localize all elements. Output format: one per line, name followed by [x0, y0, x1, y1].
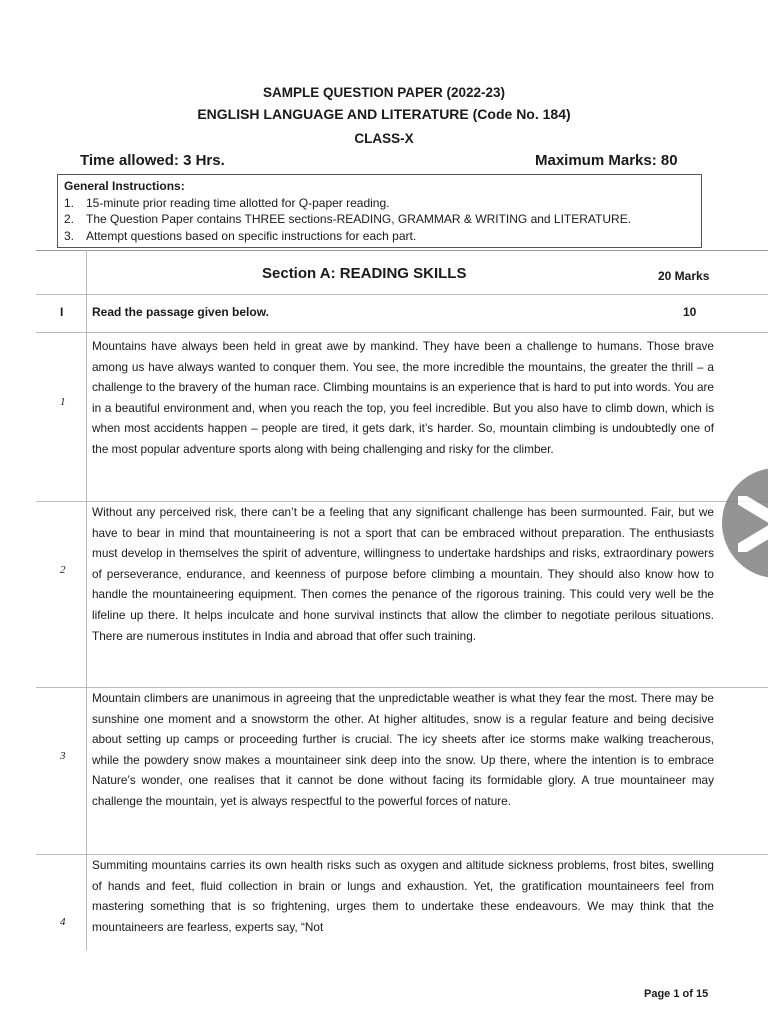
instruction-item — [64, 228, 695, 245]
instruction-text: Attempt questions based on specific instructions for each part. — [86, 228, 417, 243]
paragraph-3: Mountain climbers are unanimous in agreeing that the unpredictable weather is what they fear the most. There may be sunshine one moment and a snowstorm the other. At higher altitudes, snow is a regular feature and being decisive about setting up camps or proceeding further is crucial. The icy sheets after ice storms make walking treacherous, while the powdery snow makes a mountaineer sink deep into the snow. Up there, where the intention is to embrace Nature’s wonder, one realises that it cannot be done without facing its formidable glory. A true mountaineer may challenge the mountain, yet is always respectful to the powerful forces of nature. — [92, 691, 714, 808]
paragraph-1: Mountains have always been held in great awe by mankind. They have been a challenge to humans. Those brave among us have always wanted to conquer them. You see, the more incredible the mountains, the greater the thrill – a challenge to the bravery of the human race. Climbing mountains is an experience that is hard to put into words. You are in a beautiful environment and, when you reach the top, you feel incredible. But you also have to climb down, which is when most accidents happen – people are tired, it gets dark, it’s harder. So, mountain climbing is undoubtedly one of the most popular adventure sports along with being challenging and risky for the climber. — [92, 339, 714, 456]
paragraph-number: 4 — [60, 916, 66, 928]
instructions-title: General Instructions: — [64, 179, 185, 193]
section-marks: 20 Marks — [658, 269, 710, 283]
close-icon — [738, 496, 768, 552]
instruction-item — [64, 211, 695, 228]
paragraph-2: Without any perceived risk, there can’t be a feeling that any significant challenge has been surmounted. Fair, but we have to bear in mind that mountaineering is not a sport that can be embraced without preparation. The enthusiasts must develop in themselves the spirit of adventure, willingness to undertake hardships and risks, extraordinary powers of perseverance, endurance, and keenness of purpose before climbing a mountain. They should also know how to handle the mountaineering equipment. Then comes the penance of the rigorous training. This could very well be the lifeline up there. It helps inculcate and hone survival instincts that allow the climber to negotiate perilous situations. There are numerous institutes in India and abroad that offer such training. — [92, 505, 714, 643]
class-title: CLASS-X — [354, 131, 414, 146]
table-divider — [86, 250, 87, 950]
instruction-text: The Question Paper contains THREE sections-READING, GRAMMAR & WRITING and LITERATURE. — [86, 212, 632, 226]
question-number: I — [60, 305, 64, 319]
subject-title: ENGLISH LANGUAGE AND LITERATURE (Code No. 184) — [197, 106, 571, 122]
instruction-number: 2. — [64, 212, 75, 226]
paragraph-number: 1 — [60, 396, 66, 408]
paragraph-4: Summiting mountains carries its own health risks such as oxygen and altitude sickness problems, frost bites, swelling of hands and feet, fluid collection in brain or lungs and exhaustion. Yet, the gratification mountaineers feel from mastering something that is so frightening, urges them to undertake these endeavours. We may think that the mountaineers are fearless, experts say, “Not — [92, 858, 714, 934]
table-divider — [36, 501, 768, 502]
paragraph-number: 3 — [60, 750, 66, 762]
instruction-text: 15-minute prior reading time allotted for Q-paper reading. — [86, 195, 390, 210]
question-text: Read the passage given below. — [92, 305, 269, 319]
paper-title: SAMPLE QUESTION PAPER (2022-23) — [262, 85, 506, 100]
table-divider — [36, 294, 768, 295]
section-title: Section A: READING SKILLS — [262, 265, 467, 282]
table-divider — [36, 687, 768, 688]
page-number: Page 1 of 15 — [644, 988, 709, 1000]
instruction-number: 1. — [64, 195, 75, 210]
paragraph-number: 2 — [60, 564, 66, 576]
time-allowed: Time allowed: 3 Hrs. — [80, 152, 225, 169]
question-marks: 10 — [683, 305, 697, 319]
instruction-item — [64, 195, 695, 212]
table-divider — [36, 854, 768, 855]
general-instructions-box — [57, 174, 702, 248]
maximum-marks: Maximum Marks: 80 — [535, 152, 678, 169]
instruction-number: 3. — [64, 228, 75, 243]
table-divider — [36, 332, 768, 333]
